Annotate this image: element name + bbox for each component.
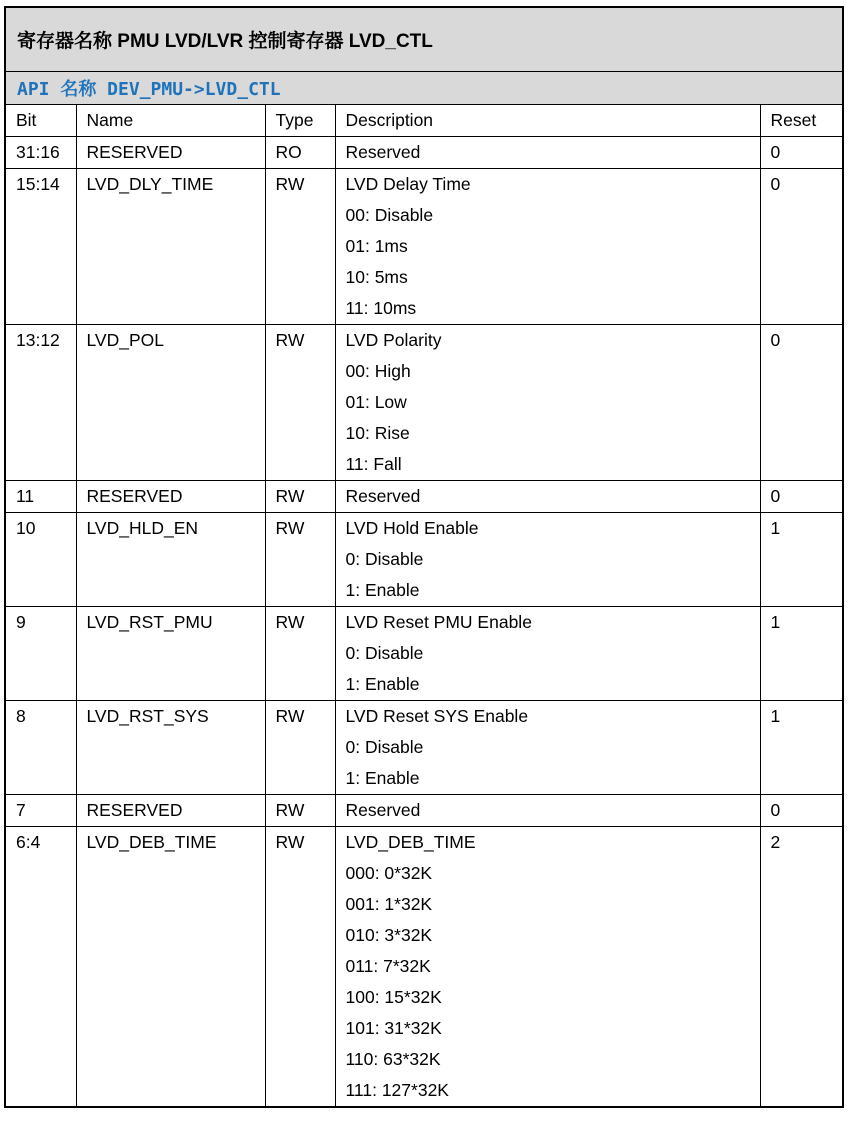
cell-type: RW <box>265 701 335 795</box>
description-line: 01: Low <box>345 392 407 412</box>
description-line: 0: Disable <box>345 737 424 757</box>
cell-name: LVD_POL <box>76 325 265 481</box>
cell-description <box>335 701 760 795</box>
cell-description <box>335 827 760 1107</box>
api-name: API 名称 DEV_PMU->LVD_CTL <box>6 72 842 105</box>
cell-bit: 11 <box>6 481 76 513</box>
description-line: Reserved <box>345 486 421 506</box>
cell-reset: 0 <box>760 137 842 169</box>
cell-bit: 6:4 <box>6 827 76 1107</box>
cell-type: RO <box>265 137 335 169</box>
description-line: 0: Disable <box>345 549 424 569</box>
description-line: LVD Hold Enable <box>345 518 479 538</box>
description-line: 100: 15*32K <box>345 987 442 1007</box>
description-line: 111: 127*32K <box>345 1080 449 1100</box>
cell-bit: 13:12 <box>6 325 76 481</box>
header-description: Description <box>335 105 760 137</box>
cell-type: RW <box>265 513 335 607</box>
cell-description <box>335 607 760 701</box>
cell-name: LVD_DLY_TIME <box>76 169 265 325</box>
description-line: 10: Rise <box>345 423 410 443</box>
cell-name: LVD_HLD_EN <box>76 513 265 607</box>
cell-type: RW <box>265 169 335 325</box>
table-row <box>6 795 842 827</box>
cell-reset: 0 <box>760 795 842 827</box>
description-line: 110: 63*32K <box>345 1049 441 1069</box>
cell-description <box>335 795 760 827</box>
description-line: LVD Polarity <box>345 330 442 350</box>
header-reset: Reset <box>760 105 842 137</box>
header-type: Type <box>265 105 335 137</box>
description-line: LVD Delay Time <box>345 174 471 194</box>
cell-bit: 15:14 <box>6 169 76 325</box>
table-header-row <box>6 105 842 137</box>
register-title: 寄存器名称 PMU LVD/LVR 控制寄存器 LVD_CTL <box>6 8 842 72</box>
table-row <box>6 481 842 513</box>
cell-name: RESERVED <box>76 481 265 513</box>
description-line: 000: 0*32K <box>345 863 433 883</box>
cell-reset: 0 <box>760 481 842 513</box>
description-line: Reserved <box>345 142 421 162</box>
description-line: 101: 31*32K <box>345 1018 442 1038</box>
cell-reset: 1 <box>760 701 842 795</box>
description-line: LVD Reset PMU Enable <box>345 612 532 632</box>
cell-type: RW <box>265 325 335 481</box>
description-line: LVD_DEB_TIME <box>345 832 476 852</box>
register-fields-table <box>6 105 842 1106</box>
description-line: 1: Enable <box>345 674 420 694</box>
description-line: 1: Enable <box>345 580 420 600</box>
description-line: 1: Enable <box>345 768 420 788</box>
description-line: 00: High <box>345 361 411 381</box>
table-row <box>6 325 842 481</box>
cell-name: RESERVED <box>76 137 265 169</box>
table-row <box>6 169 842 325</box>
description-line: 0: Disable <box>345 643 424 663</box>
description-line: 011: 7*32K <box>345 956 431 976</box>
description-line: 001: 1*32K <box>345 894 433 914</box>
cell-name: LVD_DEB_TIME <box>76 827 265 1107</box>
cell-bit: 10 <box>6 513 76 607</box>
cell-bit: 7 <box>6 795 76 827</box>
description-line: 010: 3*32K <box>345 925 433 945</box>
cell-name: RESERVED <box>76 795 265 827</box>
register-table-container <box>4 6 844 1108</box>
table-row <box>6 827 842 1107</box>
cell-bit: 31:16 <box>6 137 76 169</box>
cell-bit: 9 <box>6 607 76 701</box>
cell-type: RW <box>265 795 335 827</box>
description-line: Reserved <box>345 800 421 820</box>
cell-description <box>335 481 760 513</box>
cell-type: RW <box>265 481 335 513</box>
table-row <box>6 607 842 701</box>
cell-reset: 1 <box>760 513 842 607</box>
cell-type: RW <box>265 827 335 1107</box>
cell-description <box>335 325 760 481</box>
header-bit: Bit <box>6 105 76 137</box>
cell-reset: 0 <box>760 325 842 481</box>
cell-description <box>335 513 760 607</box>
cell-type: RW <box>265 607 335 701</box>
description-line: LVD Reset SYS Enable <box>345 706 529 726</box>
cell-description <box>335 137 760 169</box>
table-row <box>6 137 842 169</box>
header-name: Name <box>76 105 265 137</box>
cell-bit: 8 <box>6 701 76 795</box>
cell-reset: 1 <box>760 607 842 701</box>
cell-name: LVD_RST_SYS <box>76 701 265 795</box>
description-line: 11: Fall <box>345 454 402 474</box>
cell-description <box>335 169 760 325</box>
description-line: 10: 5ms <box>345 267 408 287</box>
description-line: 00: Disable <box>345 205 434 225</box>
table-row <box>6 701 842 795</box>
table-row <box>6 513 842 607</box>
cell-reset: 0 <box>760 169 842 325</box>
description-line: 11: 10ms <box>345 298 417 318</box>
cell-name: LVD_RST_PMU <box>76 607 265 701</box>
description-line: 01: 1ms <box>345 236 408 256</box>
cell-reset: 2 <box>770 832 781 852</box>
